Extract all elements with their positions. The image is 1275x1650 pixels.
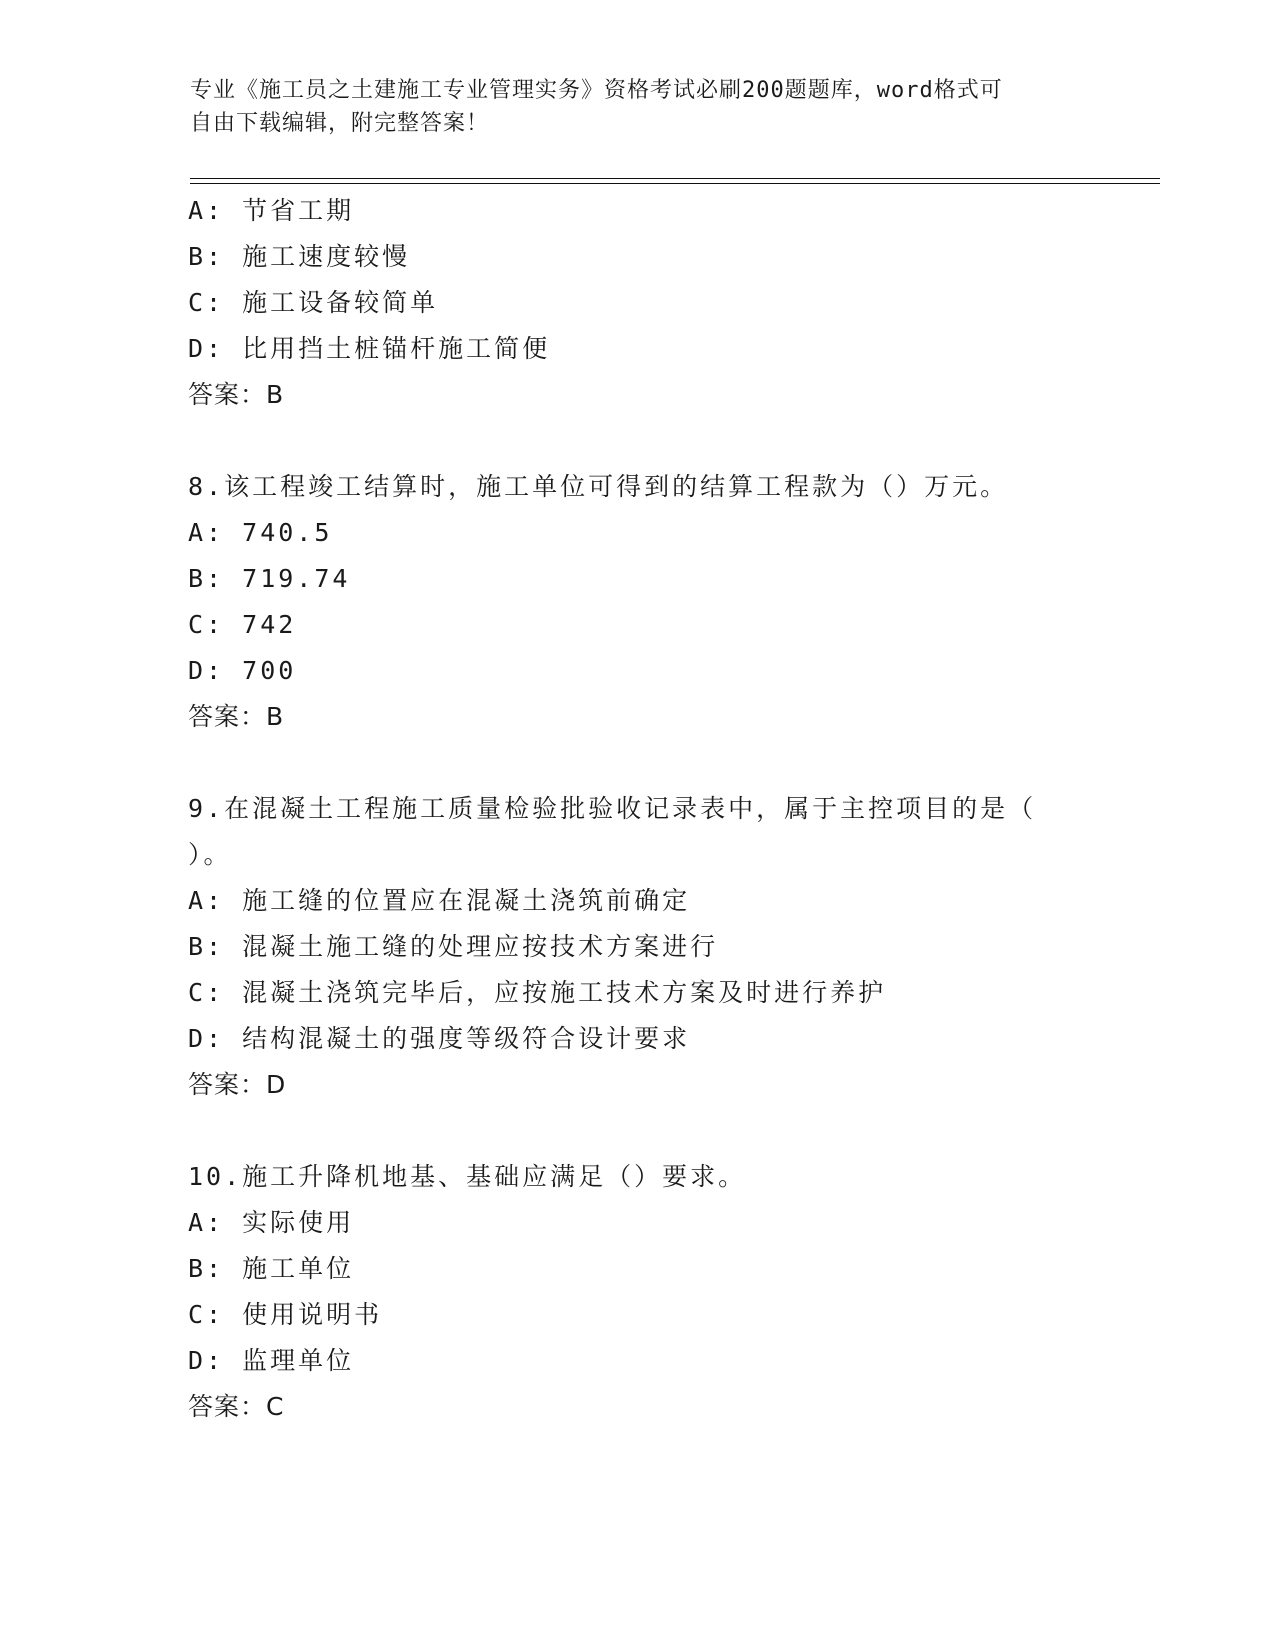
option-d: D: 比用挡土桩锚杆施工简便 (188, 334, 551, 363)
question-text-line-2: ）。 (188, 840, 232, 869)
answer-line: 答案：B (188, 380, 285, 409)
question-gap (188, 418, 1088, 464)
question-list (188, 188, 1088, 1430)
answer-line: 答案：D (188, 1070, 287, 1099)
header-divider-top (190, 178, 1160, 179)
option-a: A: 节省工期 (188, 196, 355, 225)
option-b: B: 719.74 (188, 564, 351, 593)
question-gap (188, 1108, 1088, 1154)
option-c: C: 使用说明书 (188, 1300, 383, 1329)
answer-line: 答案：C (188, 1392, 285, 1421)
document-header (190, 74, 1090, 140)
question-text-line-1: 9.在混凝土工程施工质量检验批验收记录表中，属于主控项目的是（ (188, 794, 1037, 823)
option-b: B: 混凝土施工缝的处理应按技术方案进行 (188, 932, 719, 961)
question-7-block (188, 188, 1088, 418)
answer-line: 答案：B (188, 702, 285, 731)
option-c: C: 742 (188, 610, 297, 639)
header-title-line-1: 专业《施工员之土建施工专业管理实务》资格考试必刷200题题库，word格式可 (190, 78, 1003, 103)
question-gap (188, 740, 1088, 786)
question-10-block (188, 1154, 1088, 1430)
question-8-block (188, 464, 1088, 740)
option-b: B: 施工速度较慢 (188, 242, 411, 271)
question-text: 10.施工升降机地基、基础应满足（）要求。 (188, 1162, 747, 1191)
option-c: C: 施工设备较简单 (188, 288, 439, 317)
option-c: C: 混凝土浇筑完毕后，应按施工技术方案及时进行养护 (188, 978, 887, 1007)
question-9-block (188, 786, 1088, 1108)
option-a: A: 实际使用 (188, 1208, 355, 1237)
header-title-line-2: 自由下载编辑，附完整答案！ (190, 111, 490, 136)
option-d: D: 结构混凝土的强度等级符合设计要求 (188, 1024, 691, 1053)
option-b: B: 施工单位 (188, 1254, 355, 1283)
option-a: A: 施工缝的位置应在混凝土浇筑前确定 (188, 886, 691, 915)
option-a: A: 740.5 (188, 518, 333, 547)
option-d: D: 监理单位 (188, 1346, 355, 1375)
option-d: D: 700 (188, 656, 297, 685)
header-divider-bottom (190, 183, 1160, 184)
question-text: 8.该工程竣工结算时，施工单位可得到的结算工程款为（）万元。 (188, 472, 1009, 501)
